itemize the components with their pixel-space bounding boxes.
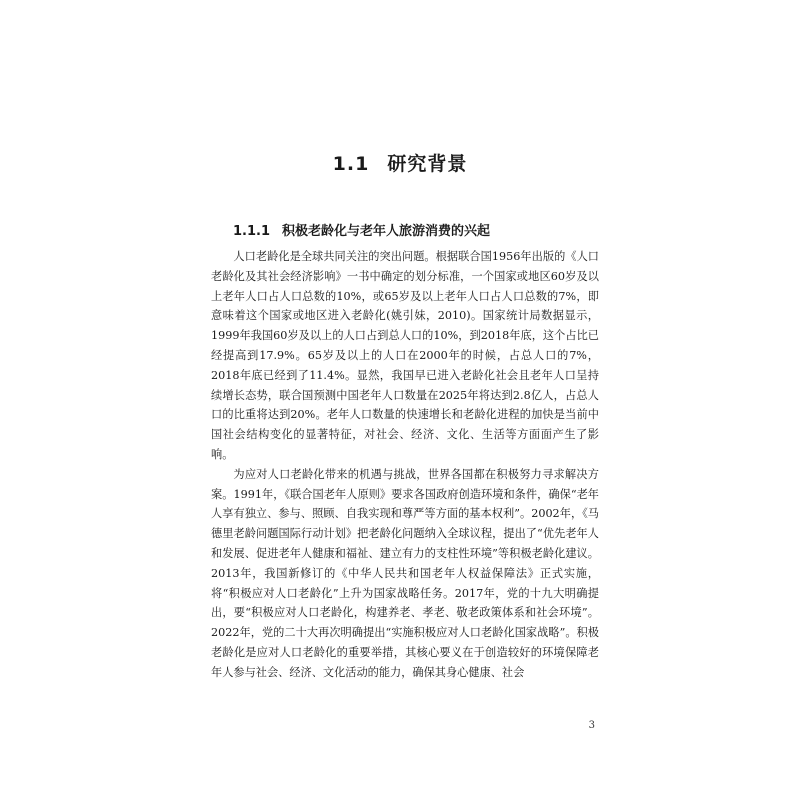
section-heading: [0, 149, 800, 176]
paragraph: 人口老龄化是全球共同关注的突出问题。根据联合国1956年出版的《人口老龄化及其社会经济影响》一书中确定的划分标准，一个国家或地区60岁及以上老年人口占人口总数的10%，或65岁及以上老年人口占人口总数的7%，即意味着这个国家或地区进入老龄化(姚引妹，2010)。国家统计局数据显示，1999年我国60岁及以上的人口占到总人口的10%，到2018年底，这个占比已经提高到17.9%。65岁及以上的人口在2000年的时候，占总人口的7%，2018年底已经到了11.4%。显然，我国早已进入老龄化社会且老年人口呈持续增长态势，联合国预测中国老年人口数量在2025年将达到2.8亿人，占总人口的比重将达到20%。老年人口数量的快速增长和老龄化进程的加快是当前中国社会结构变化的显著特征，对社会、经济、文化、生活等方面面产生了影响。: [211, 250, 599, 461]
subsection-title: 积极老龄化与老年人旅游消费的兴起: [282, 224, 491, 239]
section-title: 研究背景: [387, 153, 468, 175]
subsection-heading: [233, 220, 490, 239]
body-text: [211, 247, 599, 683]
paragraph: 为应对人口老龄化带来的机遇与挑战，世界各国都在积极努力寻求解决方案。1991年，《联合国老年人原则》要求各国政府创造环境和条件，确保“老年人享有独立、参与、照顾、自我实现和尊严等方面的基本权利”。2002年，《马德里老龄问题国际行动计划》把老龄化问题纳入全球议程，提出了“优先老年人和发展、促进老年人健康和福祉、建立有力的支柱性环境”等积极老龄化建议。2013年，我国新修订的《中华人民共和国老年人权益保障法》正式实施，将“积极应对人口老龄化”上升为国家战略任务。2017年，党的十九大明确提出，要“积极应对人口老龄化，构建养老、孝老、敬老政策体系和社会环境”。2022年，党的二十大再次明确提出“实施积极应对人口老龄化国家战略”。积极老龄化是应对人口老龄化的重要举措，其核心要义在于创造较好的环境保障老年人参与社会、经济、文化活动的能力，确保其身心健康、社会: [211, 467, 599, 679]
page-number: 3: [588, 720, 595, 731]
section-number: 1.1: [332, 153, 370, 175]
subsection-number: 1.1.1: [233, 224, 271, 239]
